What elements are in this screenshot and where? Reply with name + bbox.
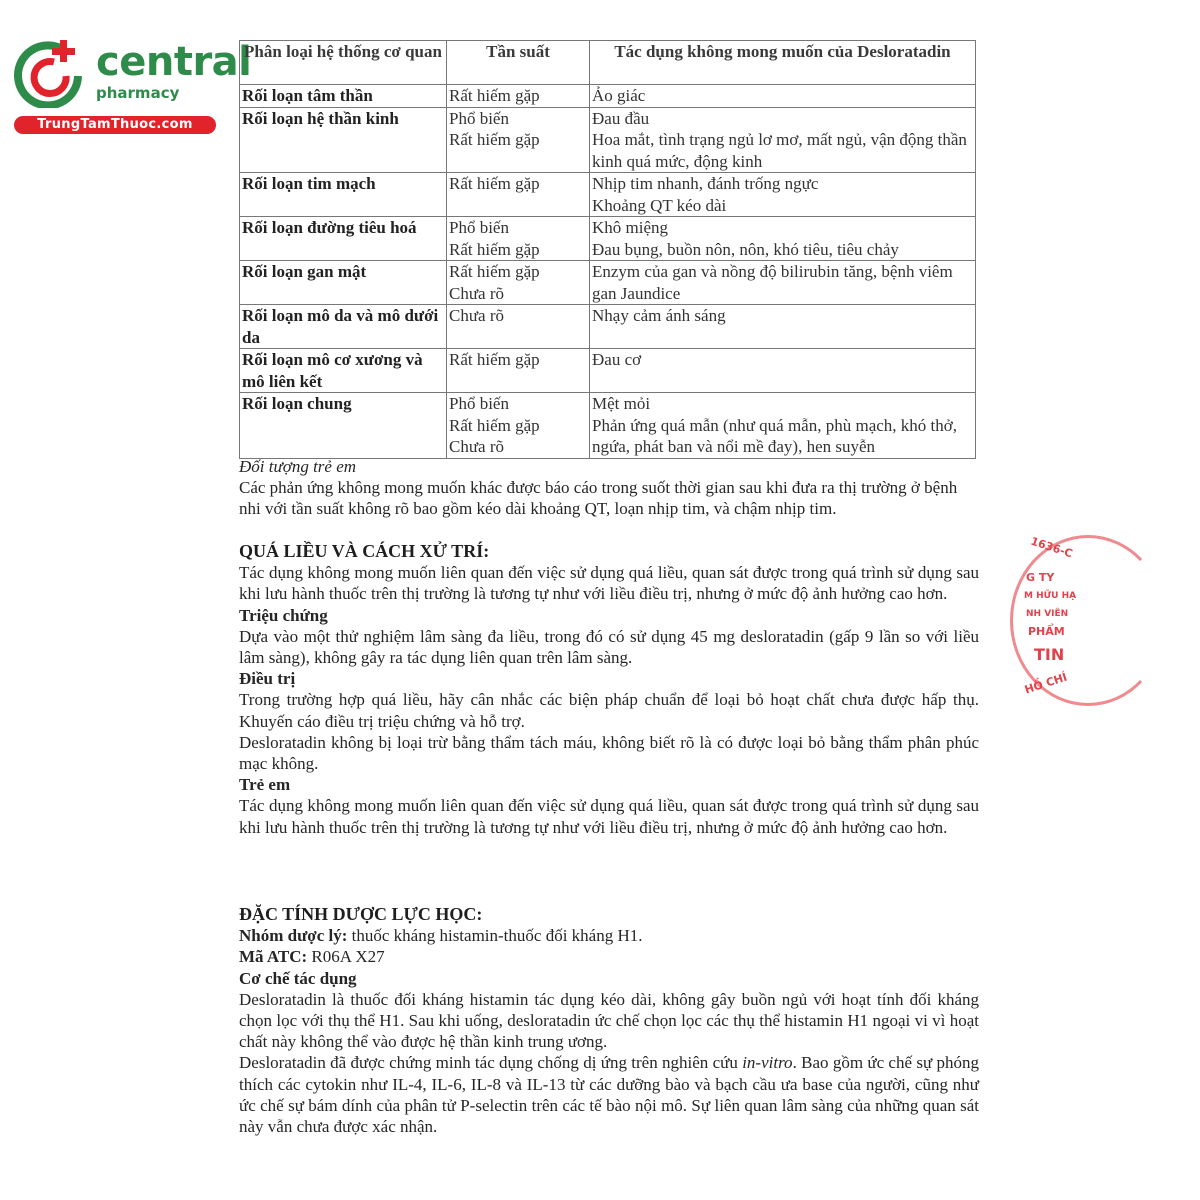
header-effects: Tác dụng không mong muốn của Desloratadin <box>590 41 976 85</box>
effect-text: Nhịp tim nhanh, đánh trống ngực <box>592 174 819 193</box>
table-row <box>240 85 976 108</box>
site-badge[interactable]: TrungTamThuoc.com <box>14 116 216 134</box>
effects-cell <box>590 393 976 459</box>
effects-cell <box>590 107 976 173</box>
table-row <box>240 107 976 173</box>
effect-text: Phản ứng quá mẫn (như quá mẫn, phù mạch, khó thở, ngứa, phát ban và nổi mề đay), hen suyễn <box>592 415 957 456</box>
group-value: thuốc kháng histamin-thuốc đối kháng H1. <box>347 926 643 946</box>
table-row <box>240 393 976 459</box>
effect-text: Khoảng QT kéo dài <box>592 195 727 215</box>
in-vitro-term: in-vitro <box>742 1053 793 1073</box>
mechanism-text-part: . Bao gồm ức chế sự phóng thích các cytokin như IL-4, IL-6, IL-8 và IL-13 từ các dưỡng bào và bạch cầu ưa base của người, cũng như ức chế sự bám dính của phân tử P-selectin trên các tế bào nội mô. Sự liên quan lâm sàng của những quan sát này vẫn chưa được xác nhận. <box>239 1053 979 1137</box>
effect-text: Đau đầu <box>592 108 650 128</box>
system-cell: Rối loạn gan mật <box>240 261 447 305</box>
frequency-text: Phổ biến <box>449 394 509 413</box>
frequency-text: Rất hiếm gặp <box>449 86 540 105</box>
frequency-cell <box>447 393 590 459</box>
table-row <box>240 305 976 349</box>
stamp-text: PHẨM <box>1028 625 1065 638</box>
frequency-text: Chưa rõ <box>449 283 505 303</box>
frequency-cell <box>447 261 590 305</box>
system-cell: Rối loạn mô cơ xương và mô liên kết <box>240 349 447 393</box>
frequency-text: Phổ biến <box>449 108 509 128</box>
frequency-text: Chưa rõ <box>449 306 505 325</box>
frequency-text: Rất hiếm gặp <box>449 262 540 281</box>
effect-text: Đau cơ <box>592 350 642 369</box>
treatment-text-1: Trong trường hợp quá liều, hãy cân nhắc các biện pháp chuẩn để loại bỏ hoạt chất chưa được hấp thụ. Khuyến cáo điều trị triệu chứng và hỗ trợ. <box>239 690 979 731</box>
mechanism-text-part: Desloratadin đã được chứng minh tác dụng chống dị ứng trên nghiên cứu <box>239 1053 743 1073</box>
symptoms-text: Dựa vào một thử nghiệm lâm sàng đa liều, trong đó có sử dụng 45 mg desloratadin (gấp 9 lần so với liều lâm sàng), không gây ra tác dụng liên quan trên lâm sàng. <box>239 626 979 668</box>
table-row <box>240 261 976 305</box>
pediatric-text: Các phản ứng không mong muốn khác được báo cáo trong suốt thời gian sau khi đưa ra thị trường ở bệnh nhi với tần suất không rõ bao gồm kéo dài khoảng QT, loạn nhịp tim, và chậm nhịp tim. <box>239 478 958 519</box>
stamp-text: NH VIÊN <box>1026 609 1069 619</box>
frequency-text: Rất hiếm gặp <box>449 239 540 259</box>
effect-text: Khô miệng <box>592 218 669 237</box>
frequency-text: Rất hiếm gặp <box>449 174 540 193</box>
pharmacodynamics-section <box>239 904 979 1137</box>
table-row <box>240 217 976 261</box>
frequency-text: Rất hiếm gặp <box>449 415 540 435</box>
frequency-cell <box>447 305 590 349</box>
adverse-effects-table <box>239 40 976 459</box>
pharmacy-logo-icon <box>12 36 84 108</box>
effects-cell <box>590 217 976 261</box>
effect-text: Đau bụng, buồn nôn, nôn, khó tiêu, tiêu chảy <box>592 239 899 259</box>
frequency-text: Chưa rõ <box>449 437 505 456</box>
effect-text: Mệt mỏi <box>592 394 651 413</box>
brand-subtitle: pharmacy <box>96 84 180 102</box>
children-text: Tác dụng không mong muốn liên quan đến việc sử dụng quá liều, quan sát được trong quá trình sử dụng sau khi lưu hành thuốc trên thị trường là tương tự như với liều điều trị, nhưng ở mức độ ảnh hưởng cao hơn. <box>239 796 979 837</box>
overdose-heading: QUÁ LIỀU VÀ CÁCH XỬ TRÍ: <box>239 541 490 561</box>
effect-text: Nhạy cảm ánh sáng <box>592 306 726 325</box>
brand-name: central <box>96 39 252 85</box>
effects-cell <box>590 85 976 108</box>
treatment-text-2: Desloratadin không bị loại trừ bằng thẩm tách máu, không biết rõ là có được loại bỏ bằng thẩm phân phúc mạc không. <box>239 732 979 774</box>
frequency-text: Rất hiếm gặp <box>449 130 540 149</box>
stamp-text: HỒ CHÍ <box>1023 670 1069 697</box>
atc-label: Mã ATC: <box>239 947 308 967</box>
pharmacological-group <box>239 925 979 946</box>
overdose-section <box>239 541 979 838</box>
effects-cell <box>590 261 976 305</box>
pediatric-section <box>239 456 979 520</box>
table-row <box>240 349 976 393</box>
system-cell: Rối loạn hệ thần kinh <box>240 107 447 173</box>
system-cell: Rối loạn tâm thần <box>240 85 447 108</box>
frequency-text: Rất hiếm gặp <box>449 350 540 369</box>
header-system: Phân loại hệ thống cơ quan <box>240 41 447 85</box>
atc-code <box>239 946 979 967</box>
table-row <box>240 173 976 217</box>
pharmacodynamics-heading: ĐẶC TÍNH DƯỢC LỰC HỌC: <box>239 904 483 924</box>
stamp-text: G TY <box>1026 571 1055 584</box>
header-frequency: Tần suất <box>447 41 590 85</box>
effects-cell <box>590 349 976 393</box>
effects-cell <box>590 173 976 217</box>
pediatric-title: Đối tượng trẻ em <box>239 457 357 476</box>
effect-text: Ảo giác <box>592 86 646 105</box>
frequency-cell <box>447 107 590 173</box>
effect-text: Enzym của gan và nồng độ bilirubin tăng, bệnh viêm gan Jaundice <box>592 262 953 303</box>
system-cell: Rối loạn chung <box>240 393 447 459</box>
frequency-cell <box>447 85 590 108</box>
stamp-text: M HỮU HẠ <box>1024 591 1077 601</box>
central-pharmacy-logo <box>8 34 252 138</box>
frequency-cell <box>447 173 590 217</box>
children-title: Trẻ em <box>239 775 291 795</box>
atc-value: R06A X27 <box>307 947 385 967</box>
group-label: Nhóm dược lý: <box>239 926 348 946</box>
mechanism-title: Cơ chế tác dụng <box>239 968 357 988</box>
system-cell: Rối loạn tim mạch <box>240 173 447 217</box>
effect-text: Hoa mắt, tình trạng ngủ lơ mơ, mất ngủ, vận động thần kinh quá mức, động kinh <box>592 130 967 171</box>
frequency-cell <box>447 349 590 393</box>
treatment-title: Điều trị <box>239 669 296 689</box>
frequency-cell <box>447 217 590 261</box>
effects-cell <box>590 305 976 349</box>
frequency-text: Phổ biến <box>449 218 509 237</box>
company-stamp <box>1010 535 1090 705</box>
stamp-text: TIN <box>1034 645 1065 664</box>
system-cell: Rối loạn mô da và mô dưới da <box>240 305 447 349</box>
mechanism-text-2 <box>239 1052 979 1137</box>
mechanism-text-1: Desloratadin là thuốc đối kháng histamin tác dụng kéo dài, không gây buồn ngủ với hoạt tính đối kháng chọn lọc với thụ thể H1. Sau khi uống, desloratadin ức chế chọn lọc các thụ thể histamin H1 ngoại vi vì hoạt chất này không thể vào được hệ thần kinh trung ương. <box>239 989 979 1052</box>
table-header-row <box>240 41 976 85</box>
system-cell: Rối loạn đường tiêu hoá <box>240 217 447 261</box>
overdose-intro: Tác dụng không mong muốn liên quan đến việc sử dụng quá liều, quan sát được trong quá trình sử dụng sau khi lưu hành thuốc trên thị trường là tương tự như với liều điều trị, nhưng ở mức độ ảnh hưởng cao hơn. <box>239 563 979 604</box>
stamp-text: 1636-C <box>1029 534 1075 561</box>
symptoms-title: Triệu chứng <box>239 605 328 625</box>
